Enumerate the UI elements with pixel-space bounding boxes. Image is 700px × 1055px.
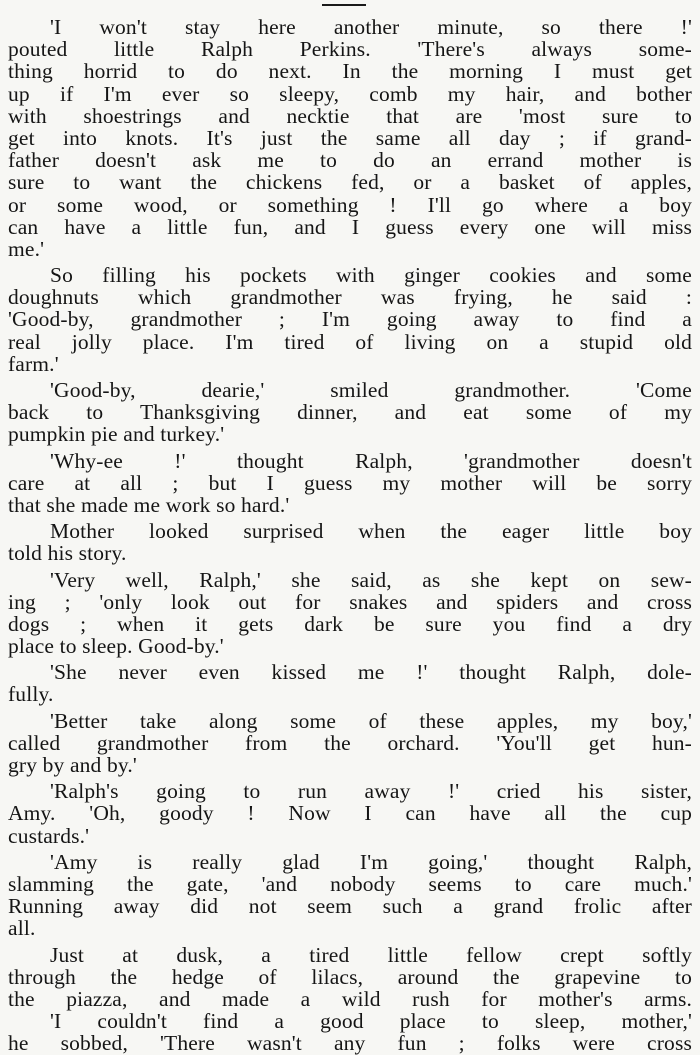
text-line: 'I couldn't find a good place to sleep, mother,': [50, 1009, 692, 1034]
paragraph: [8, 710, 692, 777]
paragraph: [8, 450, 692, 517]
paragraph: [8, 16, 692, 260]
text-line: ing ; 'only look out for snakes and spiders and cross: [8, 589, 692, 614]
text-line: thing horrid to do next. In the morning I must get: [8, 59, 692, 84]
text-line: So filling his pockets with ginger cookies and some: [50, 263, 692, 288]
text-line: 'Ralph's going to run away !' cried his sister,: [50, 779, 692, 804]
text-line: 'Amy is really glad I'm going,' thought Ralph,: [50, 849, 692, 874]
text-line: custards.': [8, 823, 90, 848]
text-line: pouted little Ralph Perkins. 'There's always some-: [8, 37, 692, 62]
text-line: 'She never even kissed me !' thought Ralph, dole-: [50, 660, 692, 685]
text-line: the piazza, and made a wild rush for mother's arms.: [8, 986, 692, 1011]
text-line: 'Why-ee !' thought Ralph, 'grandmother doesn't: [50, 448, 692, 473]
text-line: real jolly place. I'm tired of living on a stupid old: [8, 329, 692, 354]
text-line: 'Good-by, dearie,' smiled grandmother. 'Come: [50, 378, 692, 402]
text-line: with shoestrings and necktie that are 'most sure to: [8, 103, 692, 128]
text-line: can have a little fun, and I guess every one will miss: [8, 214, 692, 239]
paragraph: [8, 944, 692, 1011]
text-line: all.: [8, 916, 36, 941]
paragraph: [8, 264, 692, 375]
text-line: 'Very well, Ralph,' she said, as she kept on sew-: [50, 567, 692, 592]
text-line: through the hedge of lilacs, around the grapevine to: [8, 964, 692, 989]
text-line: dogs ; when it gets dark be sure you find a dry: [8, 611, 692, 636]
text-line: me.': [8, 236, 45, 261]
text-line: place to sleep. Good-by.': [8, 634, 224, 659]
text-line: up if I'm ever so sleepy, comb my hair, and bother: [8, 81, 692, 106]
text-line: sure to want the chickens fed, or a basket of apples,: [8, 170, 692, 195]
text-line: 'Better take along some of these apples, my boy,': [50, 708, 692, 733]
text-line: called grandmother from the orchard. 'You'll get hun-: [8, 730, 692, 755]
text-line: pumpkin pie and turkey.': [8, 422, 225, 447]
paragraph: [8, 1010, 692, 1054]
text-line: Running away did not seem such a grand frolic after: [8, 894, 692, 919]
text-line: care at all ; but I guess my mother will be sorry: [8, 470, 692, 495]
paragraph: [8, 851, 692, 940]
paragraph: [8, 569, 692, 658]
paragraph: [8, 780, 692, 847]
paragraph: [8, 379, 692, 446]
text-line: 'Good-by, grandmother ; I'm going away to find a: [8, 307, 692, 332]
text-line: father doesn't ask me to do an errand mother is: [8, 148, 692, 173]
story-column: [8, 16, 692, 1054]
text-line: fully.: [8, 682, 54, 707]
text-line: Mother looked surprised when the eager little boy: [50, 519, 692, 544]
top-divider-rule: [322, 4, 366, 6]
text-line: 'I won't stay here another minute, so there !': [50, 15, 692, 39]
text-line: slamming the gate, 'and nobody seems to care much.': [8, 871, 692, 896]
text-line: farm.': [8, 351, 59, 376]
text-line: or some wood, or something ! I'll go where a boy: [8, 192, 692, 217]
text-line: that she made me work so hard.': [8, 492, 290, 517]
text-line: back to Thanksgiving dinner, and eat some of my: [8, 400, 692, 425]
text-line: he sobbed, 'There wasn't any fun ; folks were cross: [8, 1031, 692, 1055]
text-line: Just at dusk, a tired little fellow crept softly: [50, 942, 692, 967]
text-line: gry by and by.': [8, 753, 137, 777]
paragraph: [8, 520, 692, 564]
text-line: doughnuts which grandmother was frying, he said :: [8, 285, 692, 310]
text-line: get into knots. It's just the same all day ; if grand-: [8, 125, 692, 150]
text-line: Amy. 'Oh, goody ! Now I can have all the cup: [8, 801, 692, 826]
paragraph: [8, 661, 692, 705]
text-line: told his story.: [8, 541, 127, 566]
